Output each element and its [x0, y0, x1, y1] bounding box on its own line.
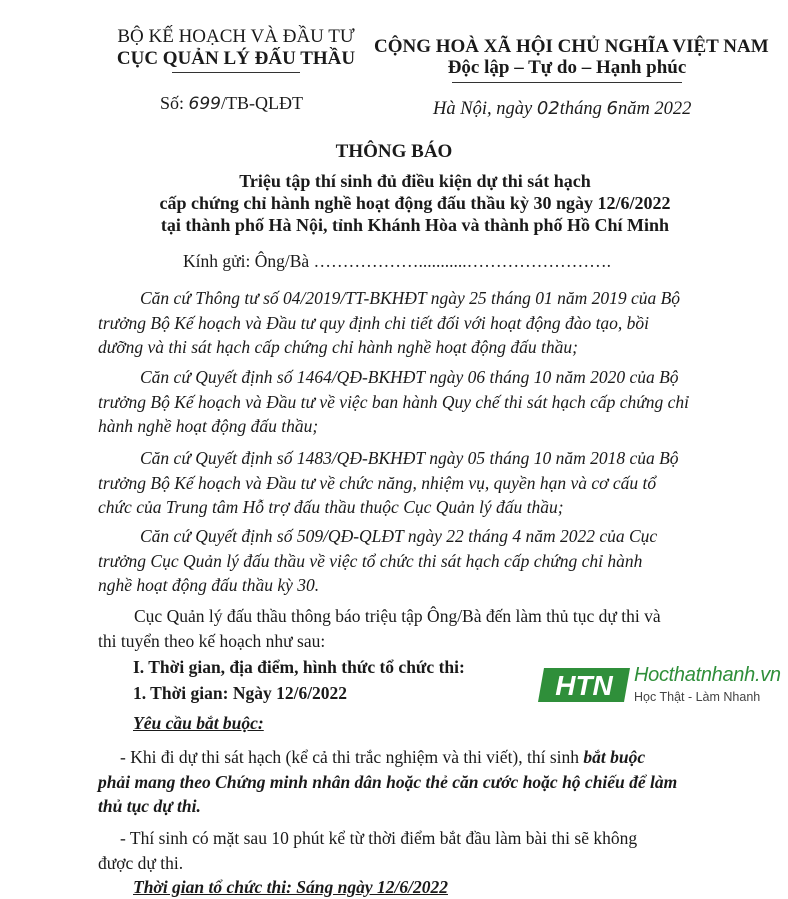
notice-heading: THÔNG BÁO — [335, 141, 453, 162]
basis-4-line-1: Căn cứ Quyết định số 509/QĐ-QLĐT ngày 22 tháng 4 năm 2022 của Cục — [140, 526, 658, 546]
basis-4-line-3: nghề hoạt động đấu thầu kỳ 30. — [98, 575, 320, 595]
document-date — [433, 98, 691, 120]
basis-3-line-1: Căn cứ Quyết định số 1483/QĐ-BKHĐT ngày 05 tháng 10 năm 2018 của Bộ — [140, 448, 679, 468]
requirement-2-line-2: được dự thi. — [98, 852, 184, 873]
basis-4 — [98, 524, 726, 598]
basis-3-line-2: trưởng Bộ Kế hoạch và Đầu tư về chức năng, nhiệm vụ, quyền hạn và cơ cấu tổ — [98, 472, 657, 493]
title-line-2: cấp chứng chỉ hành nghề hoạt động đấu thầu kỳ 30 ngày 12/6/2022 — [159, 193, 671, 213]
basis-2 — [98, 365, 726, 439]
basis-1-line-3: dưỡng và thi sát hạch cấp chứng chỉ hành nghề hoạt động đấu thầu; — [98, 337, 578, 357]
date-month-handwritten: 6 — [606, 98, 618, 119]
section-1-heading: I. Thời gian, địa điểm, hình thức tổ chức thi: — [133, 657, 465, 677]
country-name: CỘNG HOÀ XÃ HỘI CHỦ NGHĨA VIỆT NAM — [374, 36, 769, 57]
requirement-1-bold-a: bắt buộc — [583, 747, 646, 767]
requirement-2 — [98, 826, 726, 875]
htn-logo-icon — [538, 664, 634, 706]
recipient-line: Kính gửi: Ông/Bà ………………...........……………………. — [183, 251, 612, 271]
requirement-1-line-3: thủ tục dự thi. — [98, 796, 201, 816]
number-prefix: Số: — [160, 93, 185, 113]
basis-1-line-1: Căn cứ Thông tư số 04/2019/TT-BKHĐT ngày 25 tháng 01 năm 2019 của Bộ — [140, 288, 681, 308]
requirement-1 — [98, 745, 726, 819]
basis-2-line-2: trưởng Bộ Kế hoạch và Đầu tư về việc ban hành Quy chế thi sát hạch cấp chứng chỉ — [98, 391, 690, 412]
requirement-1-line-1 — [98, 745, 726, 770]
motto: Độc lập – Tự do – Hạnh phúc — [447, 57, 687, 78]
basis-4-line-2: trưởng Cục Quản lý đấu thầu về việc tổ chức thi sát hạch cấp chứng chỉ hành — [98, 550, 643, 571]
basis-3-line-3: chức của Trung tâm Hỗ trợ đấu thầu thuộc Cục Quản lý đấu thầu; — [98, 497, 564, 517]
basis-3 — [98, 446, 726, 520]
time-heading: 1. Thời gian: Ngày 12/6/2022 — [133, 683, 348, 703]
ministry-name: BỘ KẾ HOẠCH VÀ ĐẦU TƯ — [117, 26, 355, 47]
requirement-2-line-1: - Thí sinh có mặt sau 10 phút kể từ thời điểm bắt đầu làm bài thi sẽ không — [120, 828, 638, 848]
requirement-1-plain: - Khi đi dự thi sát hạch (kể cả thi trắc nghiệm và thi viết), thí sinh — [120, 747, 580, 767]
intro-line-2: thi tuyển theo kế hoạch như sau: — [98, 630, 326, 651]
basis-2-line-1: Căn cứ Quyết định số 1464/QĐ-BKHĐT ngày 06 tháng 10 năm 2020 của Bộ — [140, 367, 679, 387]
basis-1 — [98, 286, 726, 360]
title-line-3: tại thành phố Hà Nội, tỉnh Khánh Hòa và thành phố Hồ Chí Minh — [160, 215, 670, 235]
date-prefix: Hà Nội, ngày — [433, 99, 533, 119]
intro-paragraph — [98, 604, 726, 653]
document-number — [160, 93, 303, 114]
motto-underline — [452, 82, 682, 83]
number-suffix: /TB-QLĐT — [220, 93, 303, 113]
date-month-label: tháng — [559, 99, 602, 119]
intro-line-1: Cục Quản lý đấu thầu thông báo triệu tập Ông/Bà đến làm thủ tục dự thi và — [134, 606, 661, 626]
schedule-heading: Thời gian tổ chức thi: Sáng ngày 12/6/2022 — [133, 877, 448, 897]
watermark-site: Hocthatnhanh.vn — [634, 664, 781, 686]
basis-2-line-3: hành nghề hoạt động đấu thầu; — [98, 416, 319, 436]
htn-logo — [538, 664, 634, 706]
date-day-handwritten: 02 — [536, 98, 560, 119]
agency-name: CỤC QUẢN LÝ ĐẤU THẦU — [116, 48, 356, 69]
required-heading: Yêu cầu bắt buộc: — [133, 713, 264, 733]
title-line-1: Triệu tập thí sinh đủ điều kiện dự thi sát hạch — [239, 171, 591, 191]
number-handwritten: 699 — [188, 94, 221, 114]
date-year: năm 2022 — [617, 99, 692, 119]
watermark-tagline: Học Thật - Làm Nhanh — [634, 690, 761, 704]
basis-1-line-2: trưởng Bộ Kế hoạch và Đầu tư quy định chi tiết đối với hoạt động đào tạo, bồi — [98, 312, 650, 333]
requirement-1-line-2: phải mang theo Chứng minh nhân dân hoặc thẻ căn cước hoặc hộ chiếu để làm — [98, 771, 678, 792]
agency-underline — [172, 72, 300, 73]
htn-logo-text: HTN — [555, 670, 613, 701]
